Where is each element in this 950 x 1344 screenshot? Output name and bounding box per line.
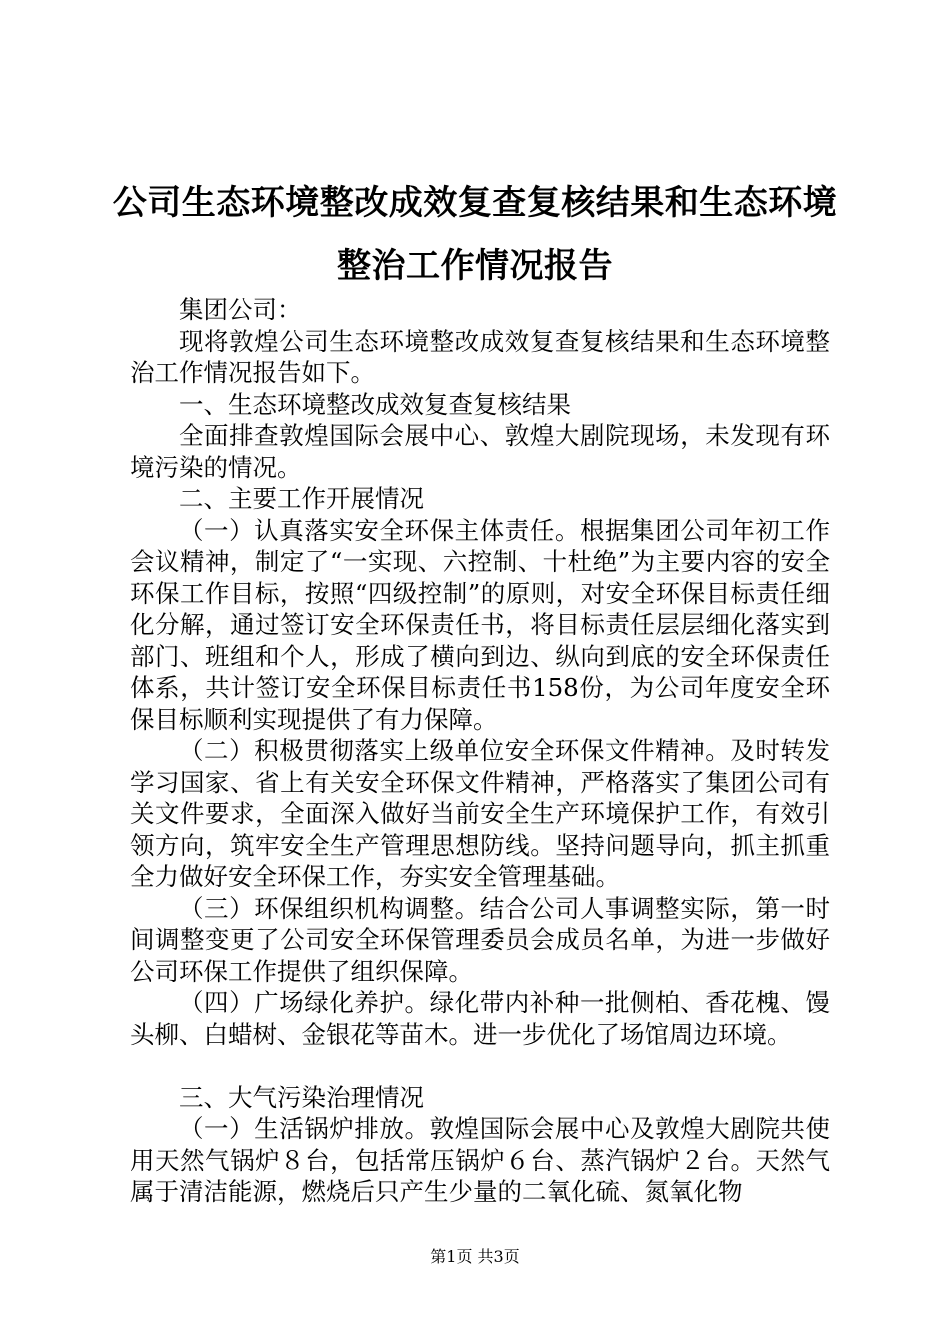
document-body bbox=[130, 294, 830, 1208]
section-heading-1: 一、生态环境整改成效复查复核结果 bbox=[179, 389, 571, 419]
body-paragraph: （四）广场绿化养护。绿化带内补种一批侧柏、香花槐、馒头柳、白蜡树、金银花等苗木。进一步优化了场馆周边环境。 bbox=[130, 988, 830, 1049]
body-paragraph: （一）认真落实安全环保主体责任。根据集团公司年初工作会议精神，制定了“一实现、六控制、十杜绝”为主要内容的安全环保工作目标，按照“四级控制”的原则，对安全环保目标责任细化分解，通过签订安全环保责任书，将目标责任层层细化落实到部门、班组和个人，形成了横向到边、纵向到底的安全环保责任体系，共计签订安全环保目标责任书158份，为公司年度安全环保目标顺利实现提供了有力保障。 bbox=[130, 515, 830, 734]
body-paragraph: （二）积极贯彻落实上级单位安全环保文件精神。及时转发学习国家、省上有关安全环保文件精神，严格落实了集团公司有关文件要求，全面深入做好当前安全生产环境保护工作，有效引领方向，筑牢安全生产管理思想防线。坚持问题导向，抓主抓重全力做好安全环保工作，夯实安全管理基础。 bbox=[130, 736, 830, 891]
section-heading-3: 三、大气污染治理情况 bbox=[179, 1082, 424, 1112]
page-number-footer: 第1页 共3页 bbox=[430, 1247, 520, 1266]
section-heading-2: 二、主要工作开展情况 bbox=[179, 484, 424, 513]
body-paragraph: （一）生活锅炉排放。敦煌国际会展中心及敦煌大剧院共使用天然气锅炉８台，包括常压锅炉６台、蒸汽锅炉２台。天然气属于清洁能源，燃烧后只产生少量的二氧化硫、氮氧化物 bbox=[130, 1114, 830, 1206]
body-paragraph: 全面排查敦煌国际会展中心、敦煌大剧院现场，未发现有环境污染的情况。 bbox=[130, 421, 830, 482]
document-title: 公司生态环境整改成效复查复核结果和生态环境整治工作情况报告 bbox=[112, 183, 838, 286]
body-paragraph: （三）环保组织机构调整。结合公司人事调整实际，第一时间调整变更了公司安全环保管理委员会成员名单，为进一步做好公司环保工作提供了组织保障。 bbox=[130, 893, 830, 986]
intro-paragraph: 现将敦煌公司生态环境整改成效复查复核结果和生态环境整治工作情况报告如下。 bbox=[130, 326, 830, 387]
salutation: 集团公司： bbox=[179, 295, 302, 324]
